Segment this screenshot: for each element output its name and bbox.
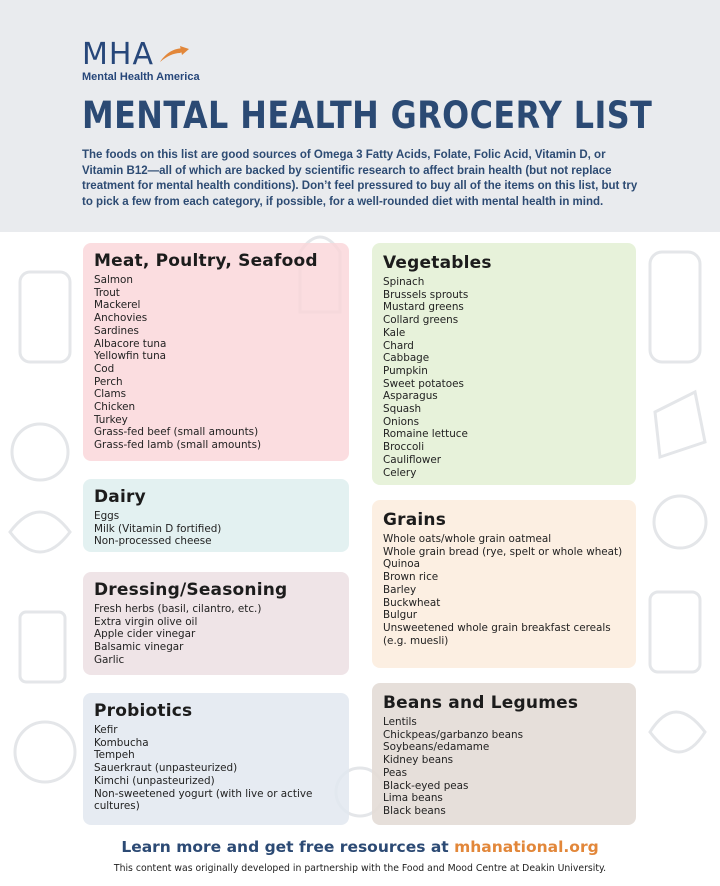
list-item: Eggs xyxy=(94,510,120,522)
item-list xyxy=(94,510,339,548)
list-item: Lima beans xyxy=(383,792,443,805)
list-item: Yellowfin tuna xyxy=(94,350,167,363)
list-item: Apple cider vinegar xyxy=(94,628,196,641)
category-title: Dressing/Seasoning xyxy=(94,580,288,600)
list-item: Brown rice xyxy=(383,571,439,584)
list-item: Turkey xyxy=(94,413,128,426)
list-item: Sauerkraut (unpasteurized) xyxy=(94,762,238,775)
category-meat-poultry-seafood xyxy=(83,243,349,461)
list-item: Mackerel xyxy=(94,299,141,312)
mha-logo xyxy=(82,37,200,83)
category-title: Meat, Poultry, Seafood xyxy=(94,251,318,271)
list-item: Garlic xyxy=(94,653,125,666)
list-item: Tempeh xyxy=(94,749,135,762)
category-title: Grains xyxy=(383,510,447,530)
category-title: Beans and Legumes xyxy=(383,693,579,713)
list-item: Broccoli xyxy=(383,441,425,454)
category-title: Vegetables xyxy=(383,253,492,273)
list-item: Chard xyxy=(383,339,414,352)
list-item: Anchovies xyxy=(94,312,148,325)
list-item: Romaine lettuce xyxy=(383,428,468,441)
list-item: Grass-fed beef (small amounts) xyxy=(94,426,259,439)
category-title: Dairy xyxy=(94,487,146,507)
category-beans-legumes xyxy=(372,683,636,825)
list-item: Perch xyxy=(94,375,123,388)
list-item: Onions xyxy=(383,415,420,428)
list-item: Peas xyxy=(383,766,408,779)
category-dairy xyxy=(83,479,349,552)
category-probiotics xyxy=(83,693,349,825)
logo-letters: MHA xyxy=(82,37,154,72)
item-list xyxy=(94,603,339,667)
list-item: Kidney beans xyxy=(383,754,454,767)
list-item: Pumpkin xyxy=(383,364,428,377)
list-item: Milk (Vitamin D fortified) xyxy=(94,522,222,535)
page-title: MENTAL HEALTH GROCERY LIST xyxy=(82,94,653,137)
list-item: Kefir xyxy=(94,724,118,736)
footer-attribution: This content was originally developed in partnership with the Food and Mood Centre at Deakin University. xyxy=(113,863,607,874)
list-item: Quinoa xyxy=(383,558,420,571)
category-vegetables xyxy=(372,243,636,485)
list-item: Sardines xyxy=(94,324,139,337)
list-item: Kimchi (unpasteurized) xyxy=(94,774,215,787)
list-item: Whole oats/whole grain oatmeal xyxy=(383,533,552,545)
list-item: Cauliflower xyxy=(383,453,442,466)
list-item: Albacore tuna xyxy=(94,337,167,350)
footer-resources-line xyxy=(0,838,720,856)
list-item: Non-processed cheese xyxy=(94,535,212,548)
list-item: Barley xyxy=(383,583,417,596)
list-item: Balsamic vinegar xyxy=(94,641,184,654)
item-list xyxy=(94,274,339,452)
list-item: Black-eyed peas xyxy=(383,779,469,792)
list-item: Celery xyxy=(383,466,417,479)
list-item: Kombucha xyxy=(94,736,149,749)
list-item: Black beans xyxy=(383,804,446,817)
item-list xyxy=(94,724,339,813)
intro-paragraph: The foods on this list are good sources of Omega 3 Fatty Acids, Folate, Folic Acid, Vitamin D, or Vitamin B12—all of which are backed by scientific research to affect brain health (but not replace treatment for mental health conditions). Don’t feel pressured to buy all of the items on this list, but try to pick a few from each category, if possible, for a well-rounded diet with mental health in mind. xyxy=(82,149,638,208)
item-list xyxy=(383,276,626,479)
category-grains xyxy=(372,500,636,668)
list-item: Grass-fed lamb (small amounts) xyxy=(94,439,262,452)
item-list xyxy=(383,716,626,818)
list-item: Cabbage xyxy=(383,352,430,365)
category-dressing-seasoning xyxy=(83,572,349,675)
list-item: Soybeans/edamame xyxy=(383,741,490,754)
list-item: Extra virgin olive oil xyxy=(94,615,198,628)
item-list xyxy=(383,533,626,647)
list-item: Clams xyxy=(94,388,127,401)
list-item: Chickpeas/garbanzo beans xyxy=(383,728,523,741)
list-item: Fresh herbs (basil, cilantro, etc.) xyxy=(94,603,262,615)
list-item: Lentils xyxy=(383,716,417,728)
list-item: Whole grain bread (rye, spelt or whole wheat) xyxy=(383,545,623,558)
list-item: Chicken xyxy=(94,401,136,414)
list-item: Kale xyxy=(383,326,406,339)
list-item: Buckwheat xyxy=(383,596,441,609)
list-item: Bulgur xyxy=(383,609,418,622)
footer-link-prefix: Learn more and get free resources at xyxy=(121,838,455,856)
list-item: Sweet potatoes xyxy=(383,377,464,390)
list-item: Salmon xyxy=(94,274,133,286)
list-item: Non-sweetened yogurt (with live or active cultures) xyxy=(94,787,313,813)
list-item: Unsweetened whole grain breakfast cereals (e.g. muesli) xyxy=(383,621,611,647)
mhanational-link[interactable]: mhanational.org xyxy=(454,838,599,856)
list-item: Spinach xyxy=(383,276,425,288)
category-title: Probiotics xyxy=(94,701,193,721)
list-item: Mustard greens xyxy=(383,301,464,314)
list-item: Squash xyxy=(383,403,422,416)
list-item: Collard greens xyxy=(383,314,459,327)
list-item: Asparagus xyxy=(383,390,438,403)
list-item: Brussels sprouts xyxy=(383,288,469,301)
swoosh-icon xyxy=(158,44,190,66)
list-item: Trout xyxy=(94,286,120,299)
list-item: Cod xyxy=(94,362,115,375)
logo-subtitle: Mental Health America xyxy=(82,71,200,83)
